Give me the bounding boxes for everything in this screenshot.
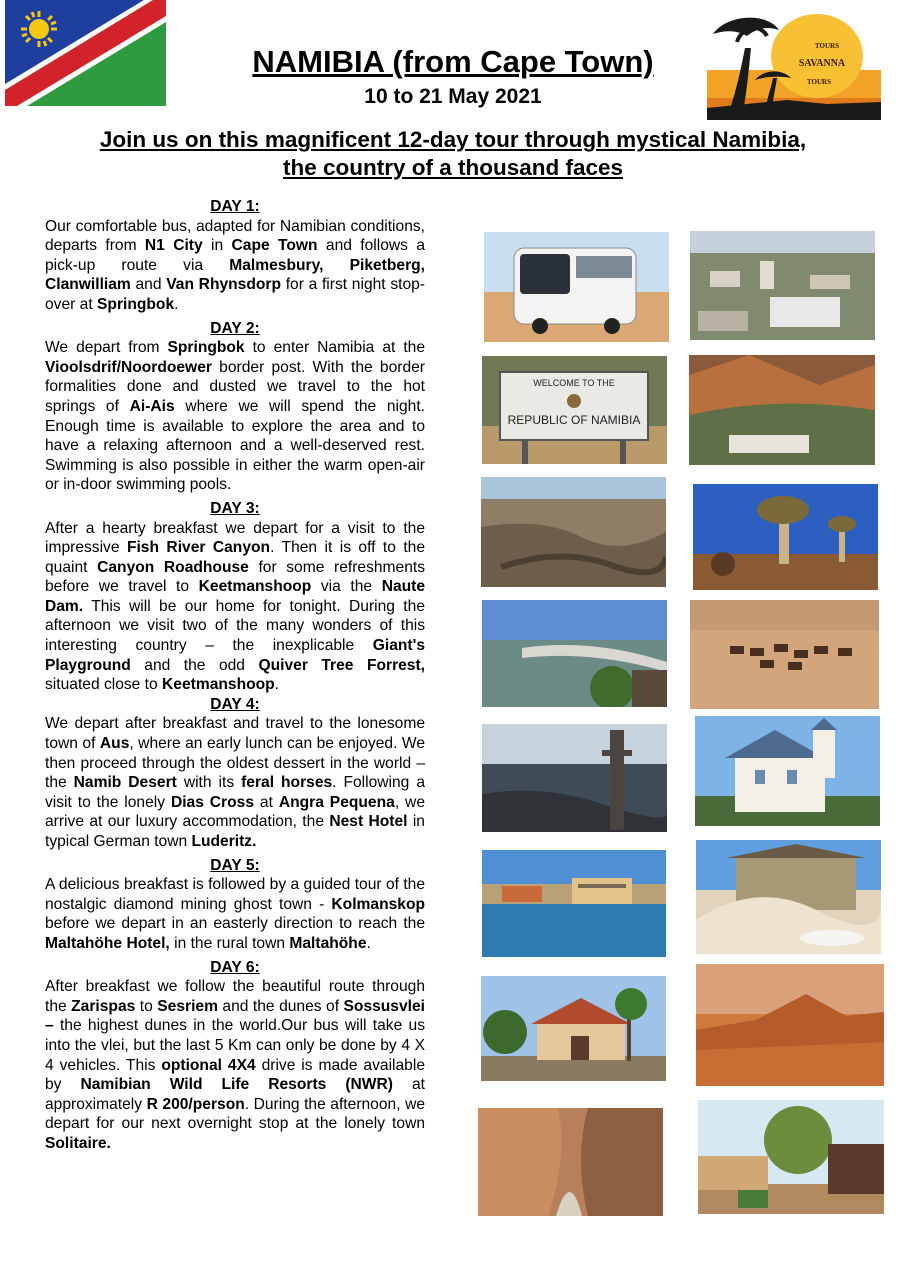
text: . [174, 295, 179, 313]
text: . [366, 934, 371, 952]
bold-text: Fish River Canyon [126, 539, 271, 557]
day-section [45, 197, 425, 315]
text: After breakfast we follow the beautiful route through the [45, 978, 425, 1015]
day-section [45, 695, 425, 852]
text: in the rural town [169, 934, 290, 952]
day-section [45, 499, 425, 695]
text: . Following a visit to the lonely [45, 774, 426, 811]
bold-text: Maltahöhe Hotel, [45, 934, 170, 952]
svg-text:WELCOME TO THE: WELCOME TO THE [533, 378, 615, 388]
sun-icon [21, 11, 57, 47]
text: drive is made available by [45, 1056, 425, 1094]
photo-solitaire [698, 1100, 884, 1214]
namibia-flag [5, 0, 166, 106]
day-section [45, 319, 425, 495]
text: to enter Namibia at the [244, 339, 425, 357]
savanna-tours-logo [707, 8, 881, 120]
bold-text: Nest Hotel [329, 813, 408, 831]
bold-text: Quiver Tree Forrest, [258, 656, 426, 674]
bold-text: Aus [99, 735, 130, 753]
day-heading: DAY 5: [210, 856, 260, 874]
bold-text: Kolmanskop [331, 895, 425, 913]
text: We depart after breakfast and travel to the lonesome town of [45, 715, 425, 753]
bold-text: Sesriem [157, 997, 218, 1015]
tour-dates: 10 to 21 May 2021 [364, 85, 542, 108]
bold-text: Vioolsdrif/Noordoewer [45, 358, 212, 376]
bold-text: Namib Desert [73, 774, 177, 792]
text: Our comfortable bus, adapted for Namibian conditions, departs from [45, 217, 425, 255]
text: at approximately [45, 1076, 425, 1113]
text: before we depart in an easterly direction to reach the [45, 915, 425, 933]
photo-namibia-border-sign [482, 356, 667, 464]
photo-quiver-trees [693, 484, 878, 590]
bold-text: Malmesbury, Piketberg, Clanwilliam [45, 256, 426, 294]
photo-maltahohe-hotel [481, 976, 666, 1081]
bold-text: Dias Cross [170, 793, 254, 811]
bold-text: Sossusvlei – [45, 997, 425, 1035]
bold-text: Maltahöhe [289, 934, 367, 952]
bold-text: N1 City [144, 237, 203, 255]
bold-text: Springbok [97, 295, 175, 313]
photo-luderitz-harbour [482, 850, 666, 957]
bold-text: Zarispas [71, 997, 136, 1015]
svg-text:SAVANNA: SAVANNA [798, 58, 846, 69]
text: , we arrive at our luxury accommodation, the [45, 793, 425, 831]
day-heading: DAY 4: [210, 695, 260, 713]
subtitle-line-1: Join us on this magnificent 12-day tour through mystical Namibia, [99, 127, 807, 152]
itinerary [45, 197, 425, 1154]
text: in [202, 237, 232, 255]
bold-text: Springbok [167, 339, 245, 357]
text: We depart from [45, 339, 168, 357]
text: This will be our home for tonight. During the afternoon we visit two of the many wonders of this interesting country – the inexplicable [45, 597, 425, 655]
photo-dias-cross [482, 724, 667, 832]
bold-text: Giant's Playground [45, 637, 425, 674]
day-heading: DAY 6: [210, 958, 260, 976]
bold-text: Keetmanshoop [198, 578, 312, 596]
text: situated close to [45, 676, 163, 694]
text: for some refreshments before we travel to [45, 558, 426, 596]
day-description [45, 875, 425, 953]
text: to [135, 997, 158, 1015]
bold-text: Angra Pequena [278, 793, 395, 811]
day-description [45, 977, 425, 1153]
svg-text:REPUBLIC OF NAMIBIA: REPUBLIC OF NAMIBIA [507, 413, 641, 427]
day-description [45, 338, 425, 495]
bold-text: R 200/person [146, 1095, 245, 1113]
bold-text: Solitaire. [45, 1134, 111, 1152]
photo-tour-bus [484, 232, 669, 342]
photo-feral-horses [690, 600, 879, 709]
text: and the dunes of [217, 997, 344, 1015]
bold-text: Naute Dam. [45, 578, 426, 615]
text: in typical German town [45, 813, 425, 850]
text: . [274, 676, 280, 694]
text: . During the afternoon, we depart for our next overnight stop at the lonely town [45, 1095, 425, 1133]
bold-text: Cape Town [231, 237, 318, 255]
bold-text: Ai-Ais [129, 397, 175, 415]
photo-springbok-town [690, 231, 875, 340]
page-title: NAMIBIA (from Cape Town) [252, 44, 654, 79]
text: After a hearty breakfast we depart for a visit to the impressive [45, 519, 425, 557]
photo-sossusvlei-dunes [696, 964, 884, 1086]
day-section [45, 856, 425, 954]
bold-text: Canyon Roadhouse [97, 558, 249, 576]
svg-text:TOURS: TOURS [815, 42, 839, 50]
bold-text: Van Rhynsdorp [166, 276, 281, 294]
day-heading: DAY 2: [210, 319, 260, 337]
photo-naute-dam [482, 600, 667, 707]
photo-sesriem-canyon [478, 1108, 663, 1216]
text: . Then it is off to the quaint [45, 539, 425, 576]
day-heading: DAY 3: [210, 499, 260, 517]
bold-text: Luderitz. [191, 833, 257, 850]
tour-subtitle [40, 126, 866, 182]
text: and [130, 276, 167, 294]
text: , where an early lunch can be enjoyed. We then proceed through the oldest dessert in the world – the [45, 735, 425, 792]
text: and the odd [130, 656, 259, 674]
text: A delicious breakfast is followed by a guided tour of the nostalgic diamond mining ghost town - [45, 876, 425, 913]
day-description [45, 519, 425, 695]
text: where we will spend the night. Enough time is available to explore the area and to have a relaxing afternoon and a well-deserved rest. Swimming is also possible in either the warm open-air or in-door swimming pools. [45, 397, 425, 494]
text: with its [176, 774, 242, 792]
day-section [45, 958, 425, 1154]
photo-fish-river-canyon [481, 477, 666, 587]
svg-text:TOURS: TOURS [807, 78, 831, 86]
bold-text: Keetmanshoop [162, 676, 275, 694]
bold-text: feral horses [241, 774, 333, 792]
bold-text: Namibian Wild Life Resorts (NWR) [80, 1076, 393, 1094]
text: border post. With the border formalities done and dusted we travel to the hot springs of [45, 358, 425, 415]
bold-text: optional 4X4 [161, 1056, 256, 1074]
text: at [254, 793, 279, 811]
photo-luderitz-house [695, 716, 880, 826]
photo-ai-ais-resort [689, 355, 875, 465]
text: and follows a pick-up route via [45, 237, 425, 274]
subtitle-line-2: the country of a thousand faces [282, 155, 624, 180]
photo-kolmanskop [696, 840, 881, 954]
text: via the [311, 578, 382, 596]
day-description [45, 714, 425, 851]
day-description [45, 217, 425, 315]
day-heading: DAY 1: [210, 198, 260, 215]
text: the highest dunes in the world.Our bus will take us into the vlei, but the last 5 Km can only be done by 4 X 4 vehicles. This [45, 1017, 425, 1074]
text: for a first night stop-over at [45, 276, 425, 313]
